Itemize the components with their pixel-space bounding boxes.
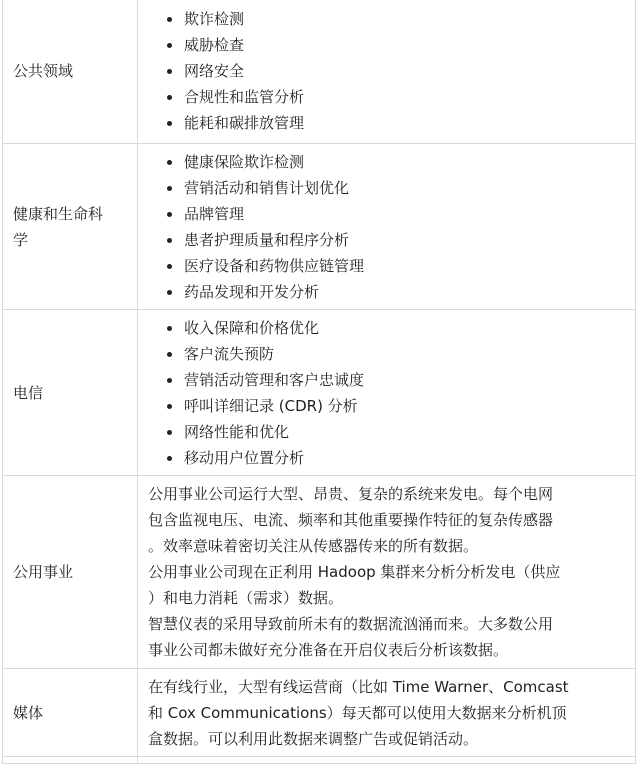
list-item: 收入保障和价格优化 bbox=[148, 315, 625, 341]
description-line: 。效率意味着密切关注从传感器传来的所有数据。 bbox=[148, 537, 479, 555]
industry-label-cell bbox=[3, 476, 138, 669]
use-case-list bbox=[148, 149, 625, 305]
description-line: 盒数据。可以利用此数据来调整广告或促销活动。 bbox=[148, 729, 479, 748]
bullet-icon bbox=[167, 430, 172, 435]
description-line: 智慧仪表的采用导致前所未有的数据流汹涌而来。大多数公用 bbox=[148, 615, 554, 633]
bullet-icon bbox=[167, 69, 172, 74]
industry-label-cell bbox=[3, 310, 138, 476]
list-item: 网络性能和优化 bbox=[148, 419, 625, 445]
table-row bbox=[3, 0, 636, 144]
industry-label: 公用事业 bbox=[13, 563, 74, 581]
list-item: 健康保险欺诈检测 bbox=[148, 149, 625, 175]
list-item: 患者护理质量和程序分析 bbox=[148, 227, 625, 253]
bullet-icon bbox=[167, 212, 172, 217]
description-line: 在有线行业，大型有线运营商（比如 Time Warner、Comcast bbox=[148, 677, 569, 696]
list-item: 营销活动和销售计划优化 bbox=[148, 175, 625, 201]
industry-use-case-table bbox=[2, 0, 636, 764]
description-line: 事业公司都未做好充分准备在开启仪表后分析该数据。 bbox=[148, 641, 509, 659]
list-item: 欺诈检测 bbox=[148, 6, 625, 32]
industry-label-cell bbox=[3, 669, 138, 757]
list-item: 能耗和碳排放管理 bbox=[148, 110, 625, 136]
bullet-icon bbox=[167, 264, 172, 269]
bullet-icon bbox=[167, 43, 172, 48]
bullet-icon bbox=[167, 95, 172, 100]
industry-label: 健康和生命科 学 bbox=[13, 204, 104, 249]
use-case-list bbox=[148, 6, 625, 136]
bullet-icon bbox=[167, 352, 172, 357]
bullet-icon bbox=[167, 17, 172, 22]
industry-label: 媒体 bbox=[13, 703, 44, 722]
table-row bbox=[3, 144, 636, 310]
bullet-icon bbox=[167, 290, 172, 295]
bullet-icon bbox=[167, 456, 172, 461]
table-row bbox=[3, 476, 636, 669]
list-item: 客户流失预防 bbox=[148, 341, 625, 367]
industry-label-cell bbox=[3, 0, 138, 144]
industry-label: 电信 bbox=[13, 383, 44, 402]
description-line: 公用事业公司运行大型、昂贵、复杂的系统来发电。每个电网 bbox=[148, 485, 554, 503]
bullet-icon bbox=[167, 121, 172, 126]
use-case-cell bbox=[138, 144, 636, 310]
table-cell bbox=[138, 757, 636, 764]
bullet-icon bbox=[167, 186, 172, 191]
list-item: 药品发现和开发分析 bbox=[148, 279, 625, 305]
table-row bbox=[3, 310, 636, 476]
description-line: ）和电力消耗（需求）数据。 bbox=[148, 589, 344, 607]
industry-label: 公共领域 bbox=[13, 62, 74, 80]
bullet-icon bbox=[167, 160, 172, 165]
list-item: 医疗设备和药物供应链管理 bbox=[148, 253, 625, 279]
use-case-list bbox=[148, 315, 625, 471]
use-case-cell bbox=[138, 310, 636, 476]
list-item: 品牌管理 bbox=[148, 201, 625, 227]
list-item: 合规性和监管分析 bbox=[148, 84, 625, 110]
bullet-icon bbox=[167, 326, 172, 331]
table-row bbox=[3, 757, 636, 764]
description-line: 和 Cox Communications）每天都可以使用大数据来分析机顶 bbox=[148, 703, 567, 722]
list-item: 网络安全 bbox=[148, 58, 625, 84]
table-row bbox=[3, 669, 636, 757]
description-line: 公用事业公司现在正利用 Hadoop 集群来分析分析发电（供应 bbox=[148, 563, 561, 581]
list-item: 威胁检查 bbox=[148, 32, 625, 58]
description-cell bbox=[138, 476, 636, 669]
description-cell bbox=[138, 669, 636, 757]
bullet-icon bbox=[167, 378, 172, 383]
bullet-icon bbox=[167, 404, 172, 409]
industry-label-cell bbox=[3, 144, 138, 310]
list-item: 移动用户位置分析 bbox=[148, 445, 625, 471]
table-cell bbox=[3, 757, 138, 764]
list-item: 营销活动管理和客户忠诚度 bbox=[148, 367, 625, 393]
bullet-icon bbox=[167, 238, 172, 243]
use-case-cell bbox=[138, 0, 636, 144]
list-item: 呼叫详细记录 (CDR) 分析 bbox=[148, 393, 625, 419]
description-line: 包含监视电压、电流、频率和其他重要操作特征的复杂传感器 bbox=[148, 511, 554, 529]
